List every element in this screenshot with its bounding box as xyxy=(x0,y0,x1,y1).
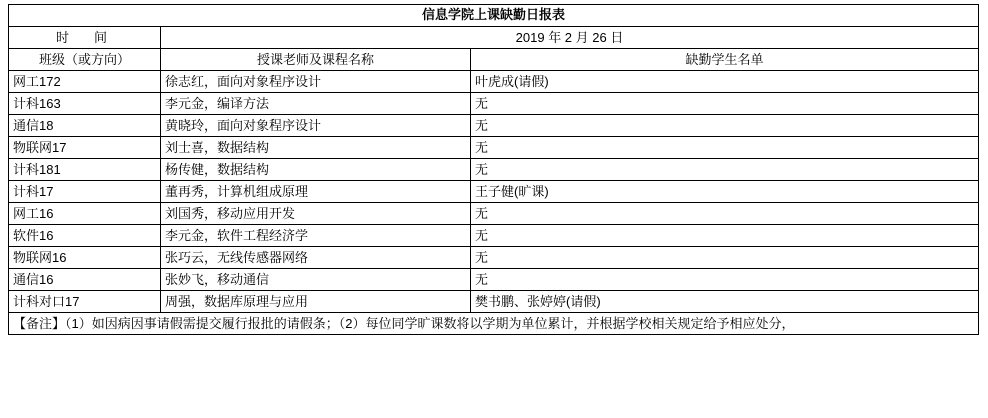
cell-absent: 无 xyxy=(471,247,979,269)
cell-absent: 无 xyxy=(471,137,979,159)
cell-class: 物联网17 xyxy=(9,137,161,159)
time-label: 时 间 xyxy=(9,27,161,49)
cell-absent: 无 xyxy=(471,115,979,137)
cell-absent: 无 xyxy=(471,93,979,115)
date-row xyxy=(9,27,979,49)
table-row xyxy=(9,269,979,291)
cell-class: 计科对口17 xyxy=(9,291,161,313)
cell-absent: 无 xyxy=(471,225,979,247)
header-absent-students: 缺勤学生名单 xyxy=(471,49,979,71)
cell-class: 通信16 xyxy=(9,269,161,291)
cell-teacher-course: 黄晓玲，面向对象程序设计 xyxy=(161,115,471,137)
cell-teacher-course: 董再秀，计算机组成原理 xyxy=(161,181,471,203)
cell-teacher-course: 杨传健，数据结构 xyxy=(161,159,471,181)
cell-class: 网工16 xyxy=(9,203,161,225)
cell-teacher-course: 李元金，软件工程经济学 xyxy=(161,225,471,247)
cell-absent: 无 xyxy=(471,159,979,181)
header-teacher-course: 授课老师及课程名称 xyxy=(161,49,471,71)
table-row xyxy=(9,71,979,93)
table-row xyxy=(9,181,979,203)
table-row xyxy=(9,159,979,181)
report-date: 2019 年 2 月 26 日 xyxy=(161,27,979,49)
cell-absent: 叶虎成(请假) xyxy=(471,71,979,93)
table-row xyxy=(9,115,979,137)
header-class: 班级（或方向） xyxy=(9,49,161,71)
cell-teacher-course: 李元金，编译方法 xyxy=(161,93,471,115)
table-row xyxy=(9,93,979,115)
cell-teacher-course: 张妙飞，移动通信 xyxy=(161,269,471,291)
cell-class: 通信18 xyxy=(9,115,161,137)
cell-absent: 无 xyxy=(471,203,979,225)
table-row xyxy=(9,203,979,225)
cell-absent: 无 xyxy=(471,269,979,291)
header-row xyxy=(9,49,979,71)
cell-class: 网工172 xyxy=(9,71,161,93)
page-title: 信息学院上课缺勤日报表 xyxy=(9,5,979,27)
table-row xyxy=(9,225,979,247)
note-row xyxy=(9,313,979,335)
table-row xyxy=(9,137,979,159)
cell-class: 计科181 xyxy=(9,159,161,181)
cell-class: 物联网16 xyxy=(9,247,161,269)
attendance-report-table xyxy=(8,4,979,335)
cell-absent: 樊书鹏、张婷婷(请假) xyxy=(471,291,979,313)
table-row xyxy=(9,291,979,313)
remarks: 【备注】（1）如因病因事请假需提交履行报批的请假条；（2）每位同学旷课数将以学期为单位累计，并根据学校相关规定给予相应处分， xyxy=(9,313,979,335)
cell-absent: 王子健(旷课) xyxy=(471,181,979,203)
cell-teacher-course: 周强，数据库原理与应用 xyxy=(161,291,471,313)
cell-teacher-course: 徐志红，面向对象程序设计 xyxy=(161,71,471,93)
cell-class: 计科163 xyxy=(9,93,161,115)
table-row xyxy=(9,247,979,269)
cell-teacher-course: 张巧云，无线传感器网络 xyxy=(161,247,471,269)
cell-teacher-course: 刘士喜，数据结构 xyxy=(161,137,471,159)
cell-teacher-course: 刘国秀，移动应用开发 xyxy=(161,203,471,225)
cell-class: 计科17 xyxy=(9,181,161,203)
title-row xyxy=(9,5,979,27)
cell-class: 软件16 xyxy=(9,225,161,247)
